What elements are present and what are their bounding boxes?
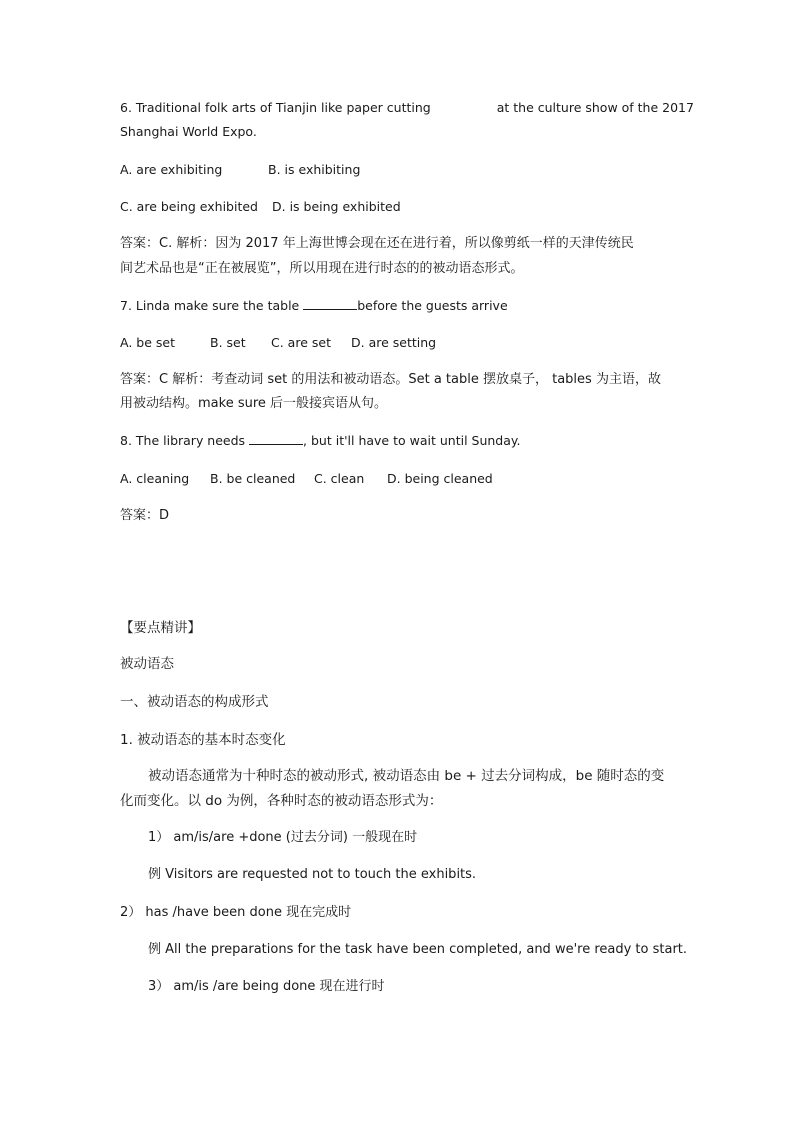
q6-option-b: B. is exhibiting: [268, 162, 361, 177]
q7-options: [120, 331, 680, 355]
q6-option-c: C. are being exhibited: [120, 199, 258, 214]
q7-option-a: A. be set: [120, 335, 175, 350]
q6-stem-part2: at the culture show of the 2017: [496, 100, 694, 115]
q6-options-row1: [120, 158, 680, 182]
q6-answer-line2: 间艺术品也是“正在被展览”，所以用现在进行时态的的被动语态形式。: [120, 261, 524, 276]
q8-option-c: C. clean: [314, 471, 365, 486]
q8-options: [120, 467, 680, 491]
q7-option-c: C. are set: [271, 335, 331, 350]
q7-stem: [120, 294, 680, 318]
q6-stem-line2: Shanghai World Expo.: [120, 124, 257, 139]
q8-stem: [120, 429, 680, 453]
section-subheading: 一、被动语态的构成形式: [120, 694, 269, 710]
q8-blank: [249, 430, 303, 445]
q6-options-row2: [120, 195, 680, 219]
tense-example-1: 例 Visitors are requested not to touch the exhibits.: [148, 867, 477, 882]
q6-stem-line1: [120, 96, 694, 120]
q7-stem-part1: 7. Linda make sure the table: [120, 298, 300, 313]
q7-option-b: B. set: [210, 335, 246, 350]
tense-example-2: 例 All the preparations for the task have been completed, and we're ready to start.: [148, 942, 688, 957]
tense-item-3: 3） am/is /are being done 现在进行时: [148, 979, 385, 994]
tense-item-2: 2） has /have been done 现在完成时: [120, 905, 352, 920]
section-topic: 被动语态: [120, 656, 174, 672]
q6-stem-part1: 6. Traditional folk arts of Tianjin like paper cutting: [120, 100, 431, 115]
q6-option-d: D. is being exhibited: [272, 199, 401, 214]
q8-option-d: D. being cleaned: [387, 471, 493, 486]
q6-option-a: A. are exhibiting: [120, 162, 223, 177]
q8-answer: 答案：D: [120, 508, 170, 523]
q6-answer-line1: 答案：C. 解析：因为 2017 年上海世博会现在还在进行着，所以像剪纸一样的天津传统民: [120, 236, 634, 251]
paragraph-line2: 化而变化。以 do 为例，各种时态的被动语态形式为：: [120, 793, 443, 809]
q7-answer-line1: 答案：C 解析：考查动词 set 的用法和被动语态。Set a table 摆放桌子， tables 为主语，故: [120, 372, 661, 387]
q8-stem-part1: 8. The library needs: [120, 433, 246, 448]
q8-stem-part2: , but it'll have to wait until Sunday.: [303, 433, 521, 448]
section-heading: 【要点精讲】: [120, 620, 201, 636]
q8-option-b: B. be cleaned: [210, 471, 296, 486]
q7-stem-part2: before the guests arrive: [357, 298, 508, 313]
tense-item-1: 1） am/is/are +done (过去分词) 一般现在时: [148, 830, 418, 845]
paragraph-line1: 被动语态通常为十种时态的被动形式, 被动语态由 be + 过去分词构成，be 随时态的变: [148, 768, 665, 784]
q8-option-a: A. cleaning: [120, 471, 190, 486]
q7-option-d: D. are setting: [351, 335, 437, 350]
q7-answer-line2: 用被动结构。make sure 后一般接宾语从句。: [120, 396, 388, 411]
q7-blank: [303, 295, 357, 310]
point-1-heading: 1. 被动语态的基本时态变化: [120, 732, 286, 748]
